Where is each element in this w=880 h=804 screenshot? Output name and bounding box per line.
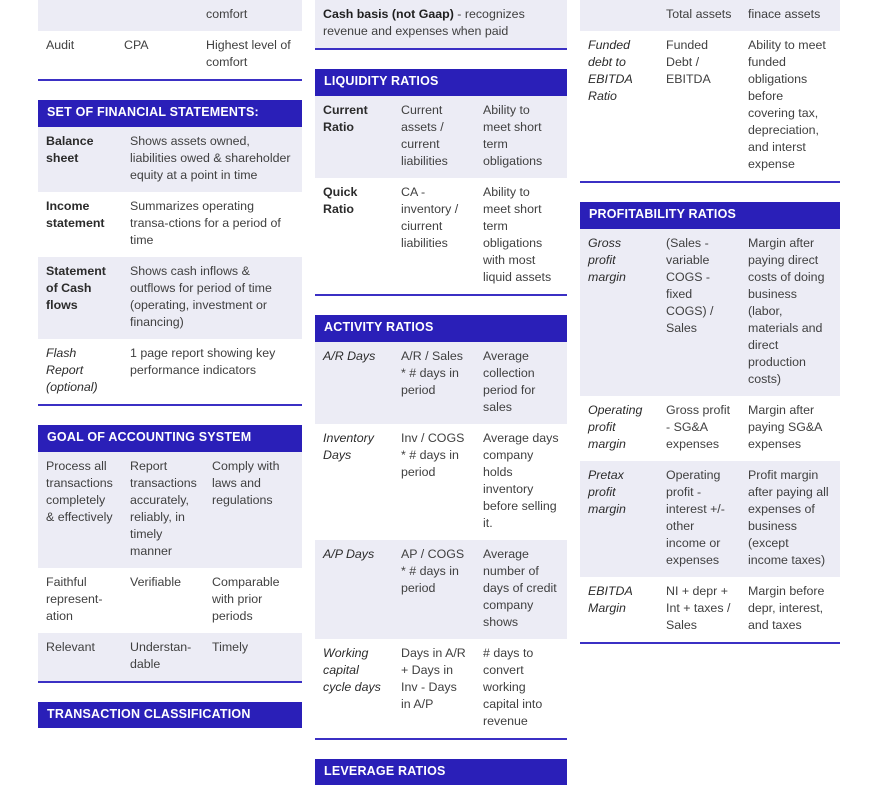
cell-ratio-name: A/P Days — [323, 546, 375, 561]
table-row — [38, 339, 302, 404]
table-row — [580, 0, 840, 31]
cell-ratio-formula: AP / COGS * # days in period — [401, 546, 465, 595]
audit-table — [38, 0, 302, 79]
cell-ratio-formula: (Sales - variable COGS - fixed COGS) / Sales — [666, 235, 714, 335]
cell-formula: CPA — [124, 38, 149, 52]
cell-ratio-meaning: Margin after paying direct costs of doing business (labor, materials and direct production costs) — [748, 235, 825, 386]
cash-basis-note-block — [315, 0, 567, 50]
table-row — [315, 96, 567, 178]
cell-ratio-name: Funded debt to EBITDA Ratio — [588, 38, 633, 103]
cell-desc: 1 page report showing key performance indicators — [130, 345, 276, 377]
left-partial-table-block — [38, 0, 302, 81]
profitability-ratios-table — [580, 229, 840, 642]
cell-ratio-formula: Gross profit - SG&A expenses — [666, 402, 731, 451]
block-leverage-ratios — [315, 759, 567, 786]
cell-ratio-meaning: Average number of days of credit company shows — [483, 546, 557, 629]
cell-goal-3: Comply with laws and regulations — [212, 458, 280, 507]
cell-ratio-meaning: Ability to meet short term obligations with most liquid assets — [483, 184, 552, 284]
cell-term: Flash Report (optional) — [46, 345, 98, 394]
table-row — [38, 127, 302, 192]
section-divider — [38, 404, 302, 406]
cell-goal-2: Understan-dable — [130, 639, 192, 671]
cell-goal-3: Timely — [212, 639, 249, 654]
block-heading: SET OF FINANCIAL STATEMENTS: — [38, 100, 302, 127]
table-row — [315, 424, 567, 540]
section-divider — [580, 642, 840, 644]
liquidity-ratios-table — [315, 96, 567, 294]
cell-desc: Highest level of comfort — [206, 38, 291, 69]
activity-ratios-table — [315, 342, 567, 738]
table-row — [38, 257, 302, 339]
section-divider — [38, 79, 302, 81]
block-set-of-financial-statements — [38, 100, 302, 406]
cell-ratio-name: A/R Days — [323, 348, 376, 363]
cell-ratio-meaning: # days to convert working capital into revenue — [483, 645, 543, 728]
block-goal-of-accounting-system — [38, 425, 302, 683]
block-heading: LIQUIDITY RATIOS — [315, 69, 567, 96]
block-heading: GOAL OF ACCOUNTING SYSTEM — [38, 425, 302, 452]
cell-ratio-name: Inventory Days — [323, 430, 374, 462]
cell-ratio-name: Pretax profit margin — [588, 467, 626, 516]
table-row — [315, 639, 567, 738]
block-heading: LEVERAGE RATIOS — [315, 759, 567, 786]
table-row — [315, 540, 567, 639]
cell-ratio-name: Working capital cycle days — [323, 645, 381, 694]
cell-term: Statement of Cash flows — [46, 263, 106, 312]
cell-formula — [116, 0, 198, 31]
block-activity-ratios — [315, 315, 567, 740]
cell-term: Balance sheet — [46, 133, 94, 165]
cell-cash-basis-note — [315, 0, 567, 48]
block-heading: PROFITABILITY RATIOS — [580, 202, 840, 229]
block-transaction-classification — [38, 702, 302, 729]
cell-ratio-name: Current Ratio — [323, 102, 368, 134]
section-divider — [315, 738, 567, 740]
cell-ratio-formula: Total assets — [666, 7, 732, 21]
block-heading: TRANSACTION CLASSIFICATION — [38, 702, 302, 729]
cell-ratio-meaning: Average collection period for sales — [483, 348, 536, 414]
table-row — [580, 396, 840, 461]
cell-desc: Shows cash inflows & outflows for period of time (operating, investment or financing) — [130, 263, 272, 329]
table-row — [38, 633, 302, 681]
financial-statements-table — [38, 127, 302, 404]
section-divider — [315, 294, 567, 296]
right-partial-table-block — [580, 0, 840, 183]
cell-ratio-formula: Operating profit - interest +/- other income or expenses — [666, 467, 725, 567]
cell-ratio-name: Quick Ratio — [323, 184, 358, 216]
block-heading: ACTIVITY RATIOS — [315, 315, 567, 342]
cell-ratio-meaning: Margin before depr, interest, and taxes — [748, 583, 825, 632]
cell-term: Audit — [46, 38, 75, 52]
cell-desc: comfort — [206, 7, 248, 21]
table-row — [315, 0, 567, 48]
cell-ratio-meaning: Average days company holds inventory before selling it. — [483, 430, 559, 530]
cell-ratio-meaning: finace assets — [748, 7, 821, 21]
table-row — [580, 461, 840, 577]
section-divider — [38, 681, 302, 683]
cell-ratio-formula: Current assets / current liabilities — [401, 102, 448, 168]
cell-goal-2: Report transactions accurately, reliably, in timely manner — [130, 458, 197, 558]
cell-ratio-name — [580, 0, 658, 31]
table-row — [315, 342, 567, 424]
cell-goal-1: Process all transactions completely & effectively — [46, 458, 113, 524]
cell-ratio-formula: CA - inventory / ciurrent liabilities — [401, 184, 459, 250]
left-column — [38, 0, 302, 747]
cash-basis-description: - recognizes revenue and expenses when paid — [323, 7, 525, 38]
cell-ratio-formula: Inv / COGS * # days in period — [401, 430, 465, 479]
table-row — [38, 0, 302, 31]
cell-ratio-name: Operating profit margin — [588, 402, 643, 451]
cell-ratio-formula: NI + depr + Int + taxes / Sales — [666, 583, 731, 632]
cell-ratio-meaning: Margin after paying SG&A expenses — [748, 402, 822, 451]
cash-basis-label: Cash basis (not Gaap) — [323, 7, 454, 21]
table-row — [580, 577, 840, 642]
leverage-continuation-table — [580, 0, 840, 181]
cell-goal-1: Relevant — [46, 639, 95, 654]
cell-desc: Summarizes operating transa-ctions for a period of time — [130, 198, 281, 247]
section-divider — [315, 48, 567, 50]
table-row — [38, 31, 302, 79]
block-profitability-ratios — [580, 202, 840, 644]
cell-goal-3: Comparable with prior periods — [212, 574, 280, 623]
table-row — [580, 229, 840, 396]
table-row — [38, 568, 302, 633]
cell-ratio-formula: A/R / Sales * # days in period — [401, 348, 463, 397]
cell-ratio-name: EBITDA Margin — [588, 583, 633, 615]
cell-ratio-meaning: Ability to meet funded obligations before covering tax, depreciation, and interst expense — [748, 38, 826, 171]
table-row — [315, 178, 567, 294]
cell-goal-2: Verifiable — [130, 574, 181, 589]
cell-ratio-meaning: Profit margin after paying all expenses of business (except income taxes) — [748, 467, 829, 567]
middle-column — [315, 0, 567, 804]
cell-ratio-formula: Funded Debt / EBITDA — [666, 38, 711, 86]
right-column — [580, 0, 840, 663]
cell-goal-1: Faithful represent-ation — [46, 574, 103, 623]
cell-term — [38, 0, 116, 31]
cell-term: Income statement — [46, 198, 105, 230]
section-divider — [580, 181, 840, 183]
table-row — [580, 31, 840, 181]
cash-basis-table — [315, 0, 567, 48]
goal-table — [38, 452, 302, 681]
table-row — [38, 192, 302, 257]
cell-ratio-formula: Days in A/R + Days in Inv - Days in A/P — [401, 645, 466, 711]
table-row — [38, 452, 302, 568]
cell-desc: Shows assets owned, liabilities owed & shareholder equity at a point in time — [130, 133, 291, 182]
cell-ratio-name: Gross profit margin — [588, 235, 626, 284]
cell-ratio-meaning: Ability to meet short term obligations — [483, 102, 543, 168]
block-liquidity-ratios — [315, 69, 567, 296]
